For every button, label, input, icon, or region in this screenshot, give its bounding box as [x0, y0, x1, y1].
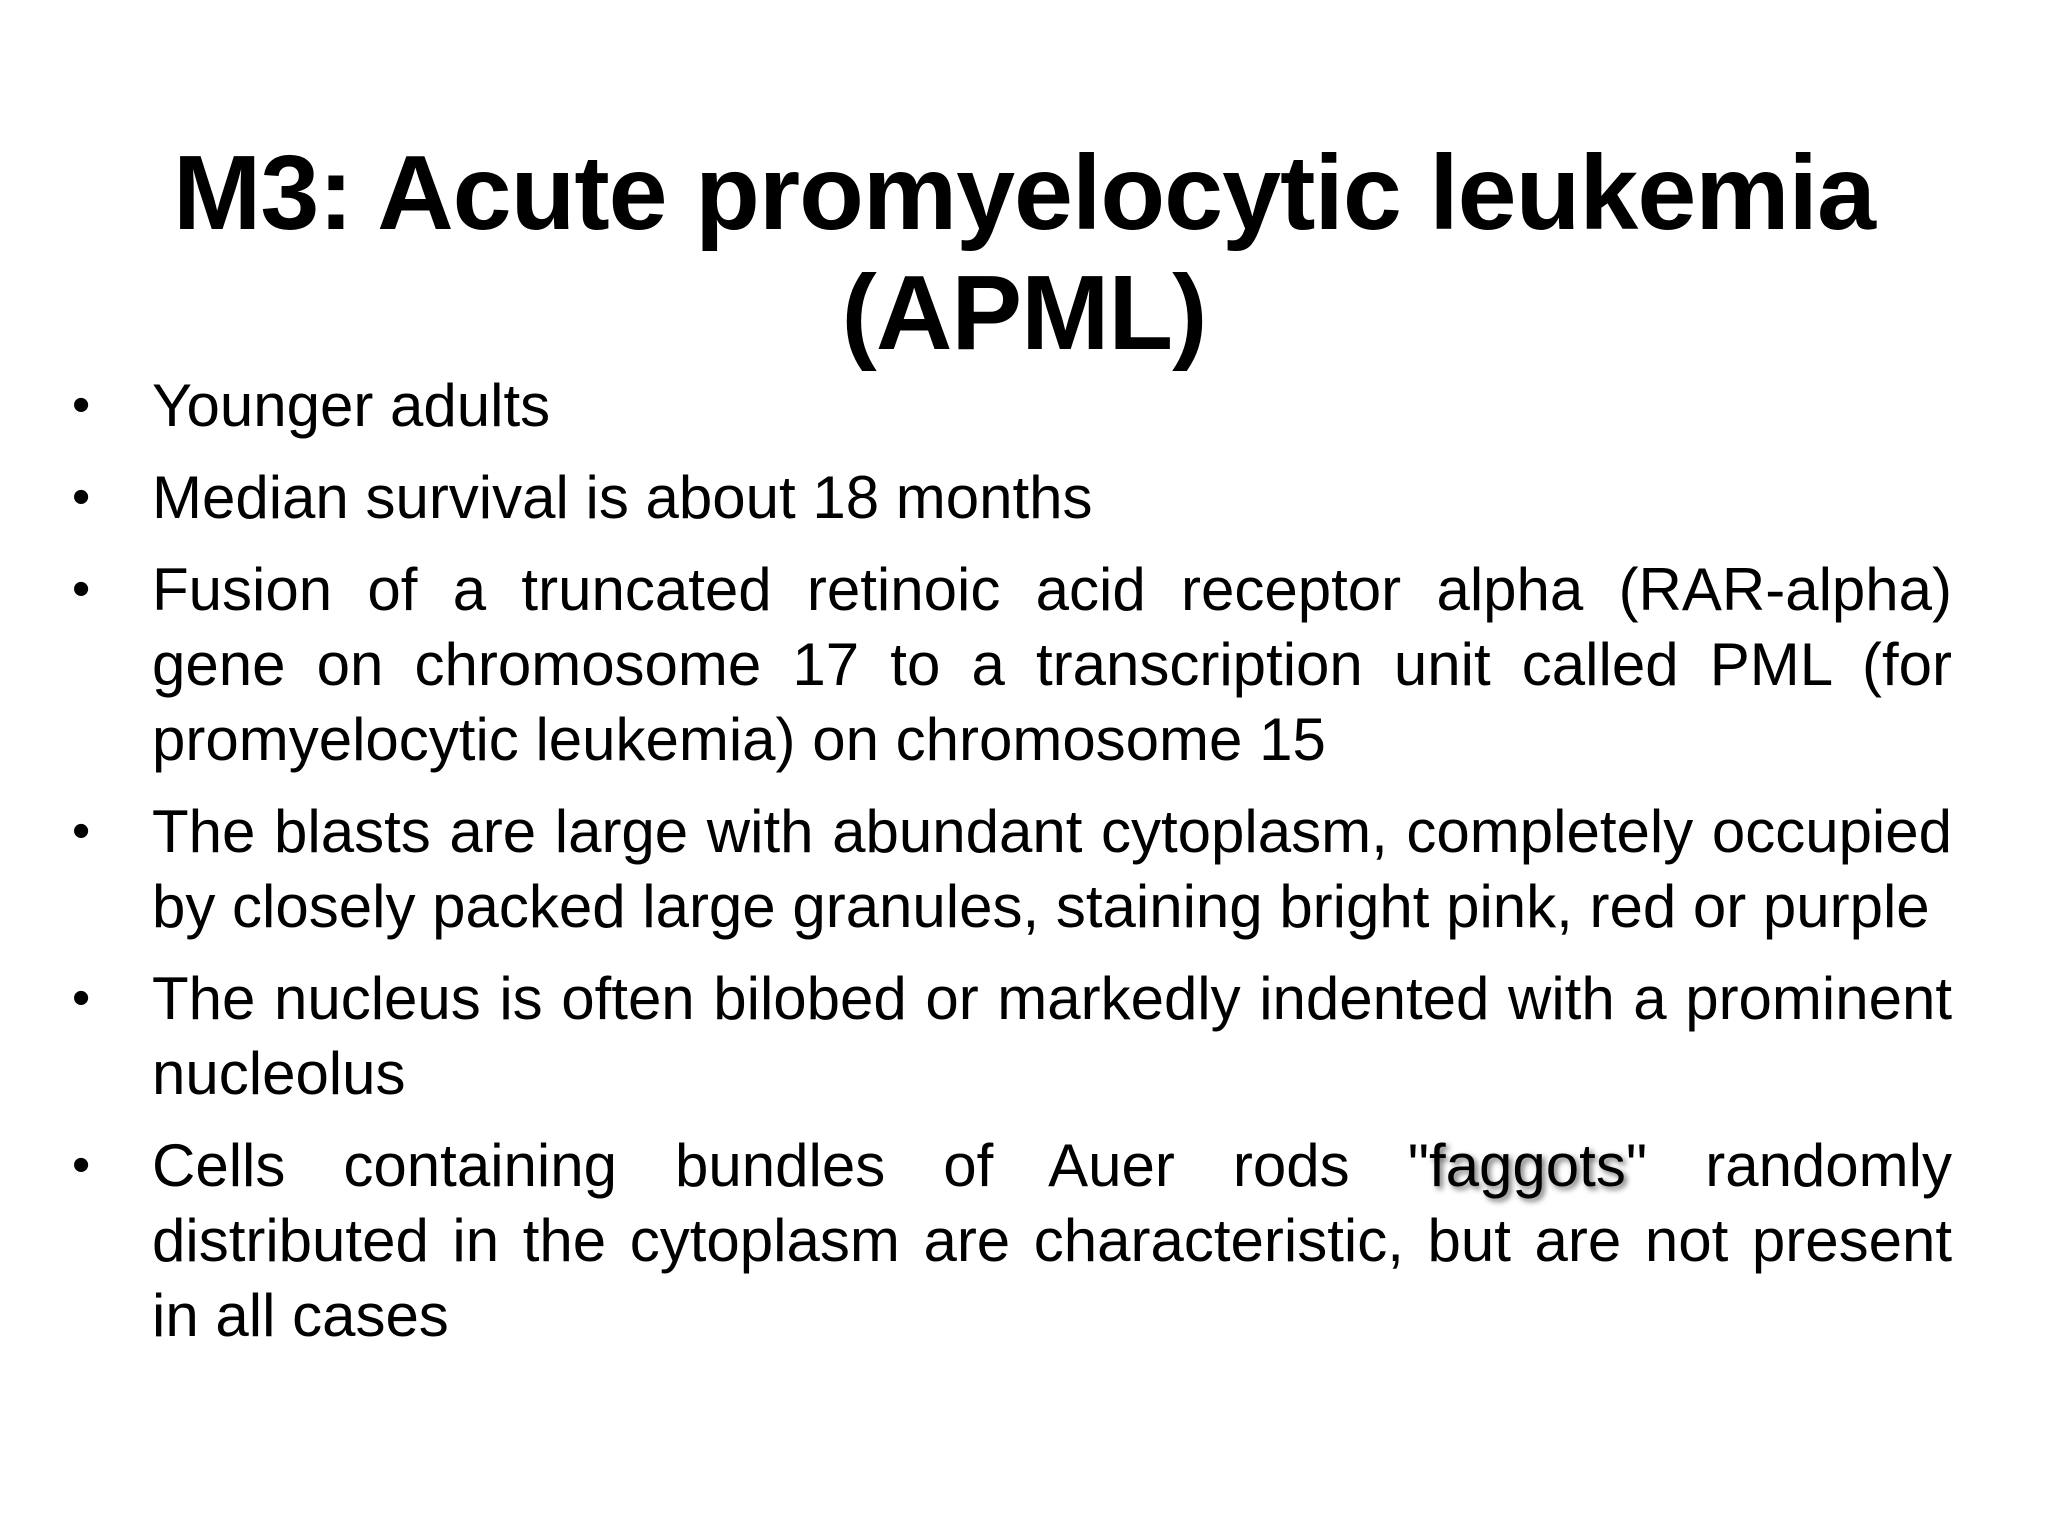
bullet-item [72, 794, 1952, 944]
bullet-list [72, 368, 1952, 1370]
highlighted-term: faggots [1429, 1132, 1626, 1199]
bullet-item [72, 552, 1952, 777]
bullet-item [72, 460, 1952, 535]
bullet-text: Median survival is about 18 months [152, 464, 1093, 531]
bullet-item [72, 368, 1952, 443]
bullet-text-before: Cells containing bundles of Auer rods " [152, 1132, 1430, 1199]
bullet-item [72, 961, 1952, 1111]
bullet-item [72, 1128, 1952, 1353]
bullet-text [152, 1128, 1952, 1353]
bullet-dot-icon: • [72, 969, 91, 1027]
bullet-text: Fusion of a truncated retinoic acid receptor alpha (RAR-alpha) gene on chromosome 17 to a transcription unit called PML (for promyelocytic leukemia) on chromosome 15 [152, 556, 1952, 773]
slide-title [100, 133, 1948, 373]
bullet-dot-icon: • [72, 468, 91, 526]
title-line-2: (APML) [841, 254, 1207, 373]
bullet-dot-icon: • [72, 376, 91, 434]
bullet-dot-icon: • [72, 1136, 91, 1194]
bullet-dot-icon: • [72, 802, 91, 860]
bullet-text: Younger adults [152, 372, 551, 439]
bullet-text: The nucleus is often bilobed or markedly indented with a prominent nucleolus [152, 965, 1952, 1107]
bullet-text: The blasts are large with abundant cytoplasm, completely occupied by closely packed large granules, staining bright pink, red or purple [152, 798, 1952, 940]
title-line-1: M3: Acute promyelocytic leukemia [173, 134, 1875, 253]
bullet-text-after: " randomly distributed in the cytoplasm are characteristic, but are not present in all cases [152, 1132, 1952, 1349]
bullet-dot-icon: • [72, 560, 91, 618]
